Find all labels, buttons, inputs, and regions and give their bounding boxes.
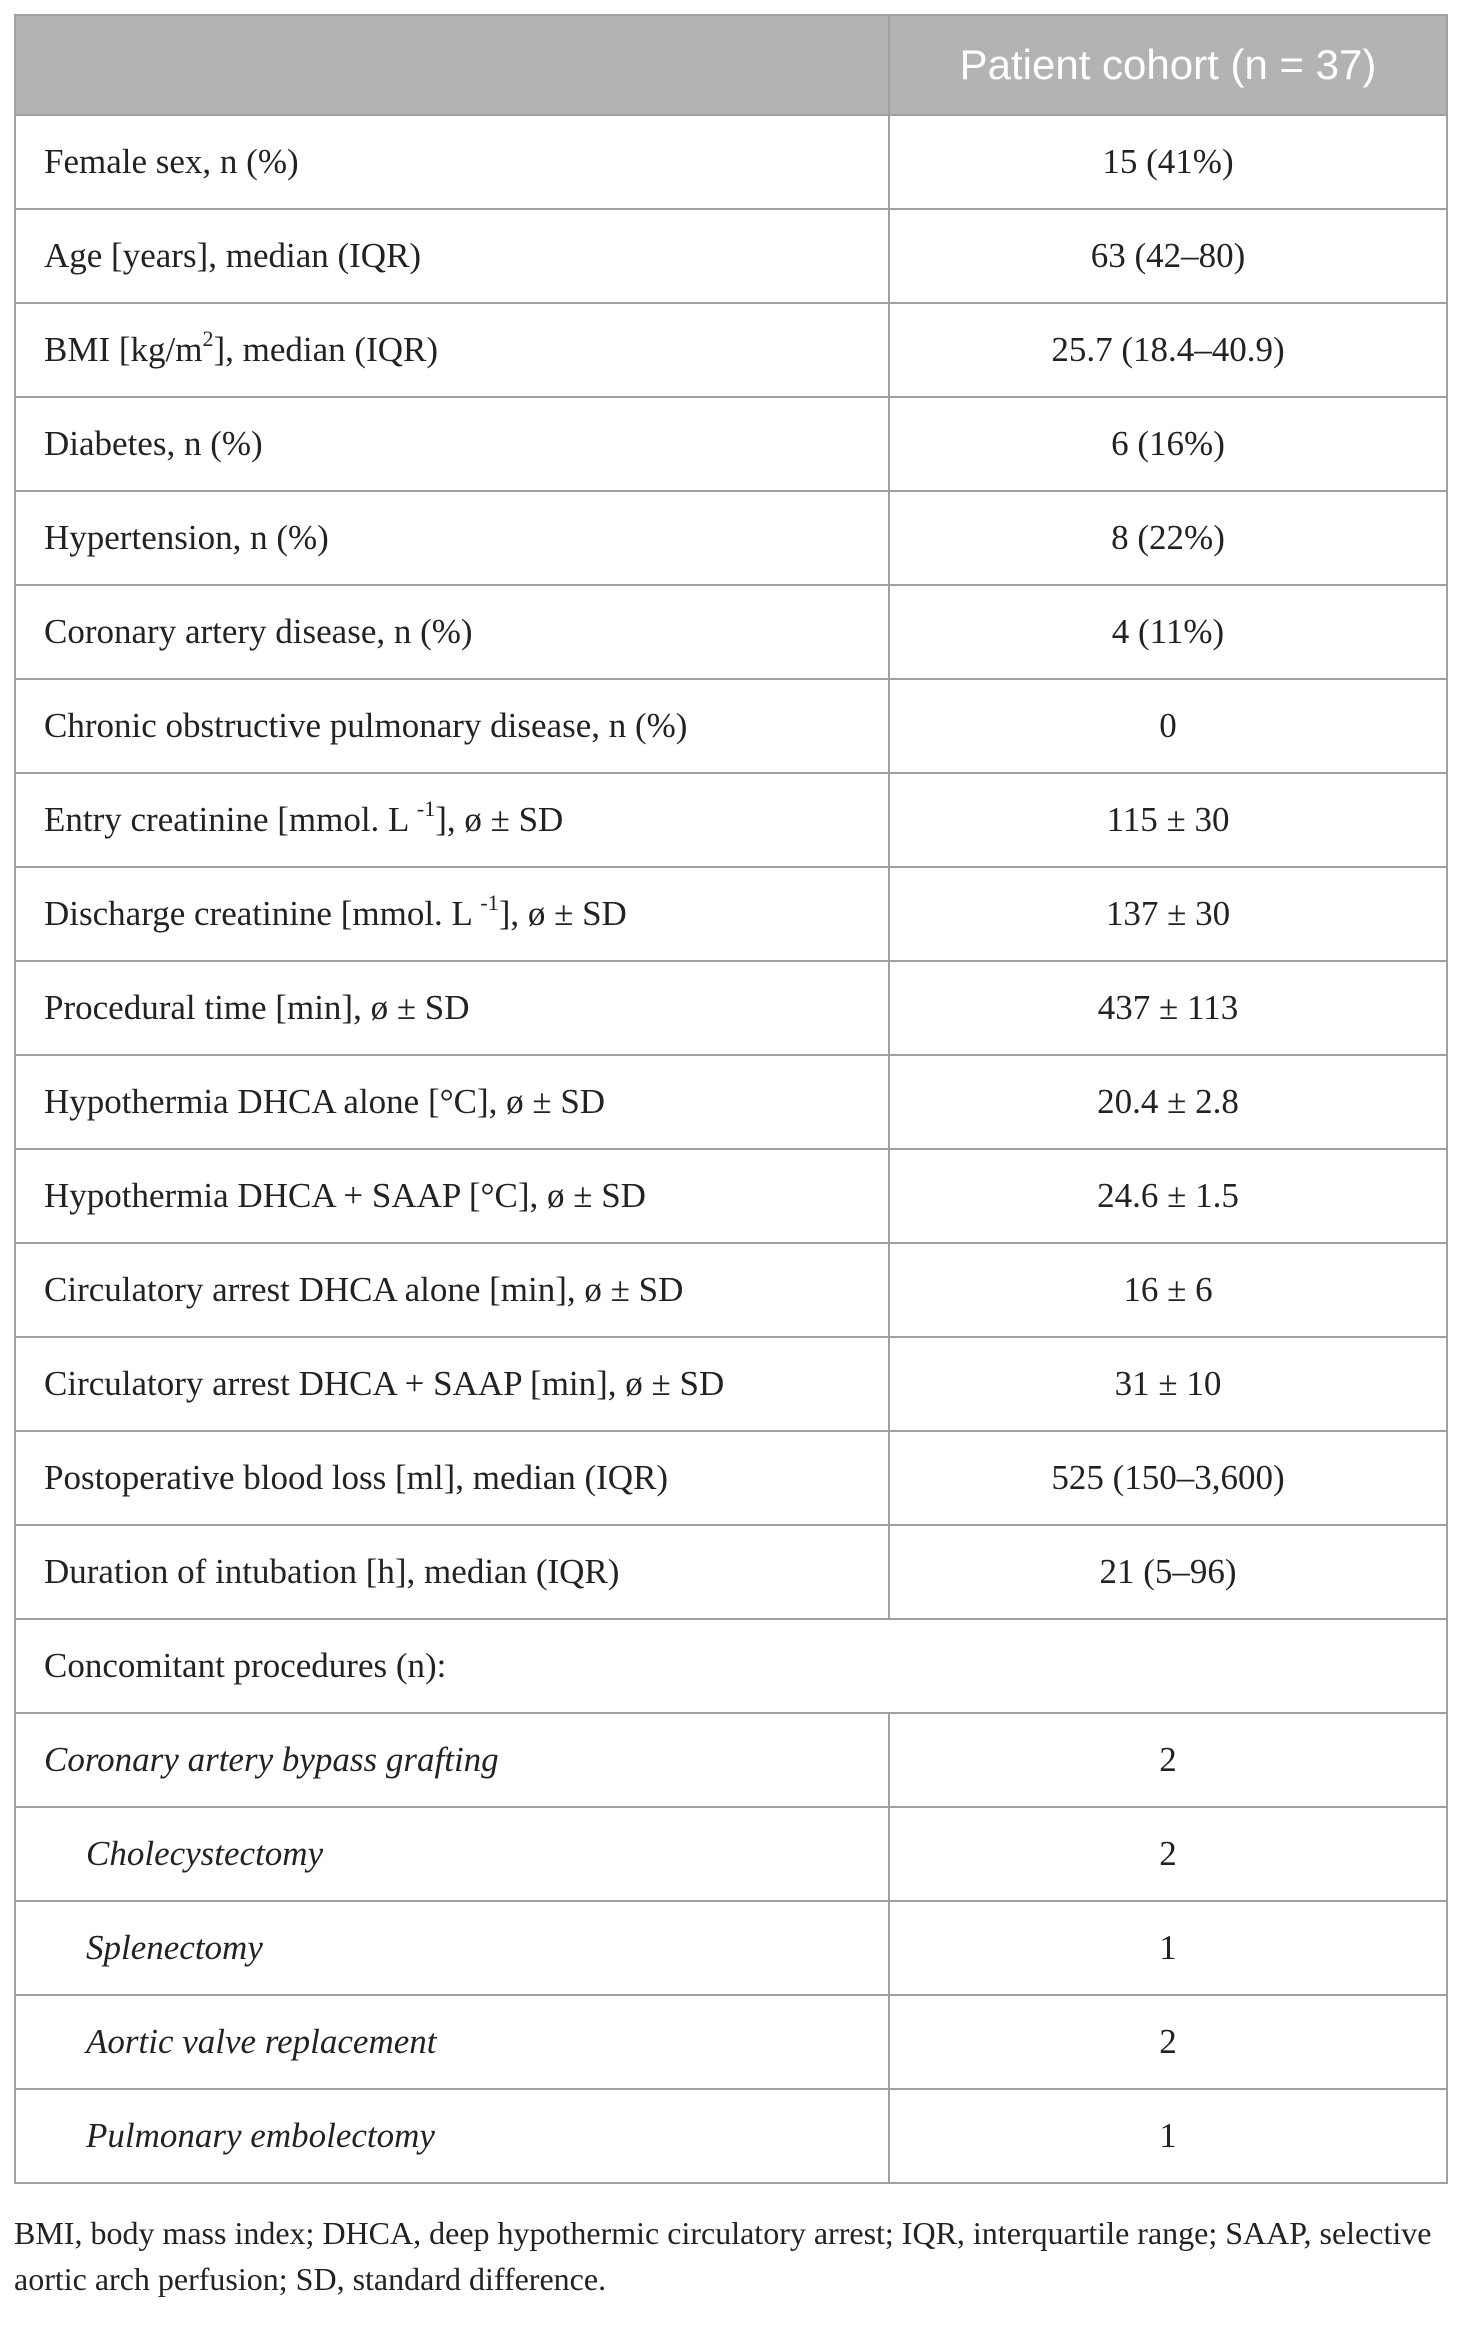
row-label: [15, 867, 889, 961]
row-label-text: Diabetes, n (%): [44, 424, 263, 463]
row-value: 15 (41%): [889, 115, 1447, 209]
table-row: [15, 1337, 1447, 1431]
procedure-count: 1: [889, 2089, 1447, 2183]
row-label-text: Entry creatinine [mmol. L: [44, 800, 417, 839]
procedure-label: Coronary artery bypass grafting: [15, 1713, 889, 1807]
table-row: [15, 397, 1447, 491]
row-label: [15, 209, 889, 303]
table-footnote: BMI, body mass index; DHCA, deep hypothermic circulatory arrest; IQR, interquartile range; SAAP, selective aortic arch perfusion; SD, standard difference.: [14, 2215, 1432, 2297]
row-label-text: Circulatory arrest DHCA alone [min], ø ± SD: [44, 1270, 684, 1309]
row-value: 16 ± 6: [889, 1243, 1447, 1337]
row-value: 137 ± 30: [889, 867, 1447, 961]
table-row: [15, 773, 1447, 867]
table-row: [15, 585, 1447, 679]
row-label-superscript: 2: [202, 326, 214, 352]
procedure-row: [15, 1807, 1447, 1901]
row-label: [15, 773, 889, 867]
row-label: [15, 1149, 889, 1243]
header-cell-cohort: Patient cohort (n = 37): [889, 15, 1447, 115]
section-row: [15, 1619, 1447, 1713]
row-label-superscript: -1: [480, 890, 499, 916]
table-row: [15, 491, 1447, 585]
row-label: [15, 491, 889, 585]
table-body: [15, 115, 1447, 2183]
procedure-count: 2: [889, 1713, 1447, 1807]
patient-characteristics-table: [14, 14, 1448, 2184]
row-label: [15, 1525, 889, 1619]
table-row: [15, 679, 1447, 773]
table-row: [15, 209, 1447, 303]
row-value: 115 ± 30: [889, 773, 1447, 867]
table-row: [15, 303, 1447, 397]
row-label-text: Circulatory arrest DHCA + SAAP [min], ø ± SD: [44, 1364, 725, 1403]
row-value: 21 (5–96): [889, 1525, 1447, 1619]
row-value: 525 (150–3,600): [889, 1431, 1447, 1525]
row-label-text-suffix: ], median (IQR): [213, 330, 438, 369]
row-label: [15, 115, 889, 209]
row-value: 437 ± 113: [889, 961, 1447, 1055]
table-row: [15, 1055, 1447, 1149]
row-value: 6 (16%): [889, 397, 1447, 491]
procedure-row: [15, 1995, 1447, 2089]
row-value: 0: [889, 679, 1447, 773]
procedure-row: [15, 1901, 1447, 1995]
row-label-text: Chronic obstructive pulmonary disease, n (%): [44, 706, 688, 745]
row-label: [15, 961, 889, 1055]
procedure-row: [15, 2089, 1447, 2183]
table-row: [15, 1431, 1447, 1525]
row-label: [15, 1243, 889, 1337]
row-label: [15, 1431, 889, 1525]
row-label-text: Hypothermia DHCA + SAAP [°C], ø ± SD: [44, 1176, 646, 1215]
procedure-label: Aortic valve replacement: [15, 1995, 889, 2089]
row-label: [15, 585, 889, 679]
row-label: [15, 679, 889, 773]
row-label-text: Discharge creatinine [mmol. L: [44, 894, 481, 933]
row-label-text: Coronary artery disease, n (%): [44, 612, 473, 651]
row-label-text: Hypothermia DHCA alone [°C], ø ± SD: [44, 1082, 606, 1121]
table-row: [15, 1149, 1447, 1243]
table-row: [15, 1525, 1447, 1619]
procedure-label: Cholecystectomy: [15, 1807, 889, 1901]
row-label: [15, 1055, 889, 1149]
row-label-text: Age [years], median (IQR): [44, 236, 422, 275]
procedure-count: 2: [889, 1995, 1447, 2089]
row-label-text: BMI [kg/m: [44, 330, 203, 369]
row-label-text: Procedural time [min], ø ± SD: [44, 988, 470, 1027]
row-value: 20.4 ± 2.8: [889, 1055, 1447, 1149]
header-cell-variable: [15, 15, 889, 115]
row-label-text-suffix: ], ø ± SD: [435, 800, 564, 839]
table-row: [15, 1243, 1447, 1337]
row-label: [15, 397, 889, 491]
procedure-label: Pulmonary embolectomy: [15, 2089, 889, 2183]
table-header-row: [15, 15, 1447, 115]
procedure-label: Splenectomy: [15, 1901, 889, 1995]
row-label-superscript: -1: [416, 796, 436, 822]
row-label-text: Hypertension, n (%): [44, 518, 329, 557]
row-label-text: Duration of intubation [h], median (IQR): [44, 1552, 620, 1591]
procedure-count: 1: [889, 1901, 1447, 1995]
table-row: [15, 115, 1447, 209]
row-label-text: Female sex, n (%): [44, 142, 299, 181]
row-value: 25.7 (18.4–40.9): [889, 303, 1447, 397]
row-label-text-suffix: ], ø ± SD: [498, 894, 627, 933]
row-value: 31 ± 10: [889, 1337, 1447, 1431]
row-label: [15, 303, 889, 397]
row-value: 4 (11%): [889, 585, 1447, 679]
procedure-count: 2: [889, 1807, 1447, 1901]
table-row: [15, 867, 1447, 961]
table-row: [15, 961, 1447, 1055]
table-container: [14, 14, 1446, 2184]
row-label: [15, 1337, 889, 1431]
row-value: 63 (42–80): [889, 209, 1447, 303]
section-label: Concomitant procedures (n):: [15, 1619, 1447, 1713]
row-label-text: Postoperative blood loss [ml], median (IQR): [44, 1458, 669, 1497]
row-value: 24.6 ± 1.5: [889, 1149, 1447, 1243]
row-value: 8 (22%): [889, 491, 1447, 585]
procedure-row: [15, 1713, 1447, 1807]
